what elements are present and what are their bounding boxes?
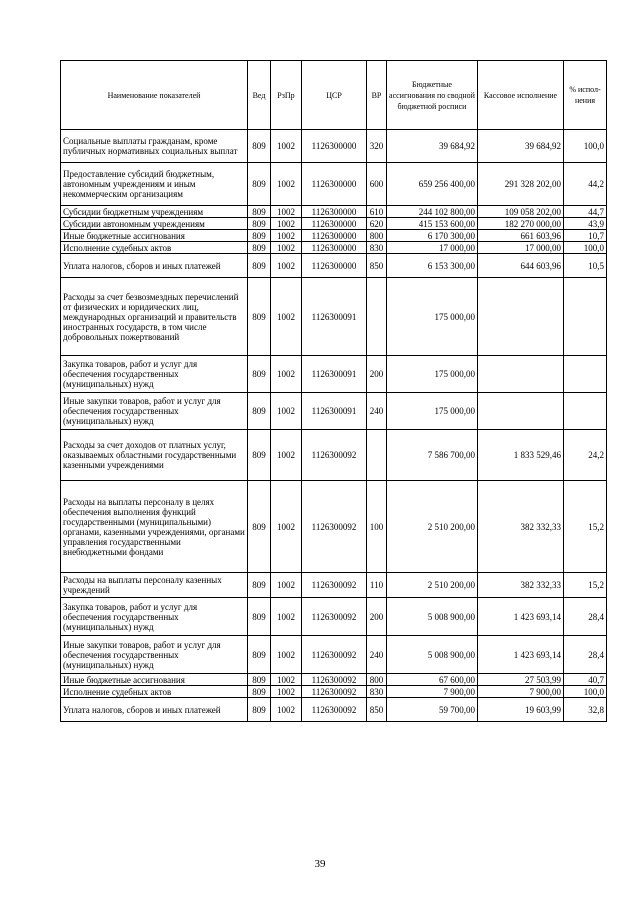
row-name: Расходы за счет безвозмездных перечислений от физических и юридических лиц, международных организаций и правительств иностранных государств, в том числе добровольных пожертвований [61,278,248,356]
row-budget: 67 600,00 [387,674,478,686]
row-ved: 809 [248,356,271,393]
row-vr: 800 [367,674,387,686]
row-name: Расходы на выплаты персоналу в целях обеспечения выполнения функций государственными (муниципальными) органами, казенными учреждениями, органами управления государственными внебюджетными фондами [61,481,248,573]
table-row [61,481,607,573]
row-rzpr: 1002 [271,356,302,393]
row-csr: 1126300000 [302,230,367,242]
row-ved: 809 [248,686,271,698]
header-csr: ЦСР [302,61,367,130]
row-cash: 382 332,33 [478,481,564,573]
row-cash: 382 332,33 [478,573,564,598]
row-vr: 200 [367,598,387,636]
row-cash: 27 503,99 [478,674,564,686]
row-budget: 175 000,00 [387,278,478,356]
table-row [61,430,607,481]
table-row [61,278,607,356]
row-name: Субсидии автономным учреждениям [61,218,248,230]
row-percent [564,393,607,430]
table-row [61,598,607,636]
table-body [61,130,607,722]
row-cash: 1 833 529,46 [478,430,564,481]
row-cash: 39 684,92 [478,130,564,163]
row-rzpr: 1002 [271,598,302,636]
row-cash [478,356,564,393]
row-cash: 19 603,99 [478,698,564,722]
row-ved: 809 [248,430,271,481]
row-name: Иные бюджетные ассигнования [61,674,248,686]
row-vr: 800 [367,230,387,242]
row-name: Уплата налогов, сборов и иных платежей [61,698,248,722]
row-percent: 43,9 [564,218,607,230]
row-percent: 15,2 [564,573,607,598]
row-name: Исполнение судебных актов [61,242,248,254]
row-vr: 110 [367,573,387,598]
header-percent: % испол-нения [564,61,607,130]
row-cash: 17 000,00 [478,242,564,254]
row-ved: 809 [248,393,271,430]
row-ved: 809 [248,698,271,722]
table-row [61,218,607,230]
table-row [61,206,607,218]
row-ved: 809 [248,254,271,278]
row-vr: 320 [367,130,387,163]
table-row [61,636,607,674]
row-budget: 415 153 600,00 [387,218,478,230]
row-vr: 240 [367,636,387,674]
row-ved: 809 [248,573,271,598]
row-percent: 10,5 [564,254,607,278]
row-rzpr: 1002 [271,230,302,242]
row-vr: 850 [367,254,387,278]
row-budget: 2 510 200,00 [387,481,478,573]
header-ved: Вед [248,61,271,130]
row-cash [478,393,564,430]
row-csr: 1126300000 [302,254,367,278]
row-cash [478,278,564,356]
row-percent: 24,2 [564,430,607,481]
table-row [61,393,607,430]
row-rzpr: 1002 [271,393,302,430]
row-budget: 17 000,00 [387,242,478,254]
row-budget: 175 000,00 [387,393,478,430]
row-percent: 100,0 [564,686,607,698]
row-rzpr: 1002 [271,242,302,254]
header-rzpr: РзПр [271,61,302,130]
row-budget: 59 700,00 [387,698,478,722]
row-csr: 1126300092 [302,636,367,674]
row-ved: 809 [248,278,271,356]
row-rzpr: 1002 [271,686,302,698]
row-name: Иные закупки товаров, работ и услуг для обеспечения государственных (муниципальных) нужд [61,393,248,430]
row-name: Иные закупки товаров, работ и услуг для обеспечения государственных (муниципальных) нужд [61,636,248,674]
row-budget: 5 008 900,00 [387,636,478,674]
row-rzpr: 1002 [271,430,302,481]
row-name: Расходы за счет доходов от платных услуг, оказываемых областными государственными казенными учреждениями [61,430,248,481]
row-name: Закупка товаров, работ и услуг для обеспечения государственных (муниципальных) нужд [61,598,248,636]
row-rzpr: 1002 [271,278,302,356]
row-vr: 600 [367,163,387,206]
table-row [61,254,607,278]
row-csr: 1126300092 [302,686,367,698]
row-csr: 1126300091 [302,356,367,393]
row-ved: 809 [248,242,271,254]
row-name: Иные бюджетные ассигнования [61,230,248,242]
row-cash: 1 423 693,14 [478,636,564,674]
row-vr [367,430,387,481]
row-vr: 240 [367,393,387,430]
row-vr [367,278,387,356]
row-name: Предоставление субсидий бюджетным, автономным учреждениям и иным некоммерческим организациям [61,163,248,206]
header-cash: Кассовое исполнение [478,61,564,130]
table-row [61,130,607,163]
row-percent [564,356,607,393]
row-rzpr: 1002 [271,636,302,674]
row-budget: 659 256 400,00 [387,163,478,206]
row-csr: 1126300000 [302,163,367,206]
row-percent: 44,7 [564,206,607,218]
row-csr: 1126300000 [302,130,367,163]
row-cash: 291 328 202,00 [478,163,564,206]
row-csr: 1126300000 [302,206,367,218]
row-cash: 1 423 693,14 [478,598,564,636]
row-cash: 109 058 202,00 [478,206,564,218]
row-budget: 7 586 700,00 [387,430,478,481]
row-rzpr: 1002 [271,698,302,722]
row-ved: 809 [248,163,271,206]
row-percent: 40,7 [564,674,607,686]
row-cash: 7 900,00 [478,686,564,698]
row-cash: 182 270 000,00 [478,218,564,230]
row-budget: 7 900,00 [387,686,478,698]
row-budget: 244 102 800,00 [387,206,478,218]
row-rzpr: 1002 [271,206,302,218]
row-ved: 809 [248,130,271,163]
row-name: Субсидии бюджетным учреждениям [61,206,248,218]
header-vr: ВР [367,61,387,130]
row-ved: 809 [248,674,271,686]
row-budget: 175 000,00 [387,356,478,393]
header-budget: Бюджетные ассигнования по сводной бюджетной росписи [387,61,478,130]
row-budget: 6 170 300,00 [387,230,478,242]
table-header-row [61,61,607,130]
table-row [61,686,607,698]
row-percent [564,278,607,356]
row-percent: 15,2 [564,481,607,573]
page-number: 39 [314,858,326,870]
table-row [61,356,607,393]
row-csr: 1126300092 [302,698,367,722]
row-percent: 44,2 [564,163,607,206]
table-row [61,242,607,254]
row-percent: 28,4 [564,598,607,636]
row-rzpr: 1002 [271,573,302,598]
row-csr: 1126300091 [302,278,367,356]
row-name: Исполнение судебных актов [61,686,248,698]
row-csr: 1126300092 [302,481,367,573]
row-rzpr: 1002 [271,481,302,573]
row-vr: 850 [367,698,387,722]
row-rzpr: 1002 [271,674,302,686]
row-name: Закупка товаров, работ и услуг для обеспечения государственных (муниципальных) нужд [61,356,248,393]
row-csr: 1126300000 [302,242,367,254]
row-rzpr: 1002 [271,163,302,206]
row-vr: 830 [367,242,387,254]
row-vr: 620 [367,218,387,230]
row-percent: 100,0 [564,130,607,163]
row-csr: 1126300092 [302,598,367,636]
row-percent: 10,7 [564,230,607,242]
row-budget: 2 510 200,00 [387,573,478,598]
row-ved: 809 [248,218,271,230]
header-name: Наименование показателей [61,61,248,130]
row-csr: 1126300092 [302,674,367,686]
row-ved: 809 [248,481,271,573]
row-csr: 1126300092 [302,573,367,598]
row-budget: 39 684,92 [387,130,478,163]
row-name: Расходы на выплаты персоналу казенных учреждений [61,573,248,598]
row-csr: 1126300091 [302,393,367,430]
row-name: Социальные выплаты гражданам, кроме публичных нормативных социальных выплат [61,130,248,163]
row-ved: 809 [248,206,271,218]
row-csr: 1126300000 [302,218,367,230]
row-vr: 100 [367,481,387,573]
row-rzpr: 1002 [271,218,302,230]
row-rzpr: 1002 [271,130,302,163]
row-csr: 1126300092 [302,430,367,481]
row-ved: 809 [248,598,271,636]
table-row [61,573,607,598]
row-cash: 661 603,96 [478,230,564,242]
row-ved: 809 [248,230,271,242]
row-percent: 100,0 [564,242,607,254]
row-cash: 644 603,96 [478,254,564,278]
row-rzpr: 1002 [271,254,302,278]
budget-execution-table [60,60,607,722]
table-row [61,698,607,722]
table-row [61,163,607,206]
row-ved: 809 [248,636,271,674]
row-budget: 5 008 900,00 [387,598,478,636]
table-row [61,674,607,686]
row-percent: 32,8 [564,698,607,722]
row-name: Уплата налогов, сборов и иных платежей [61,254,248,278]
table-row [61,230,607,242]
row-vr: 610 [367,206,387,218]
row-percent: 28,4 [564,636,607,674]
row-budget: 6 153 300,00 [387,254,478,278]
row-vr: 200 [367,356,387,393]
row-vr: 830 [367,686,387,698]
